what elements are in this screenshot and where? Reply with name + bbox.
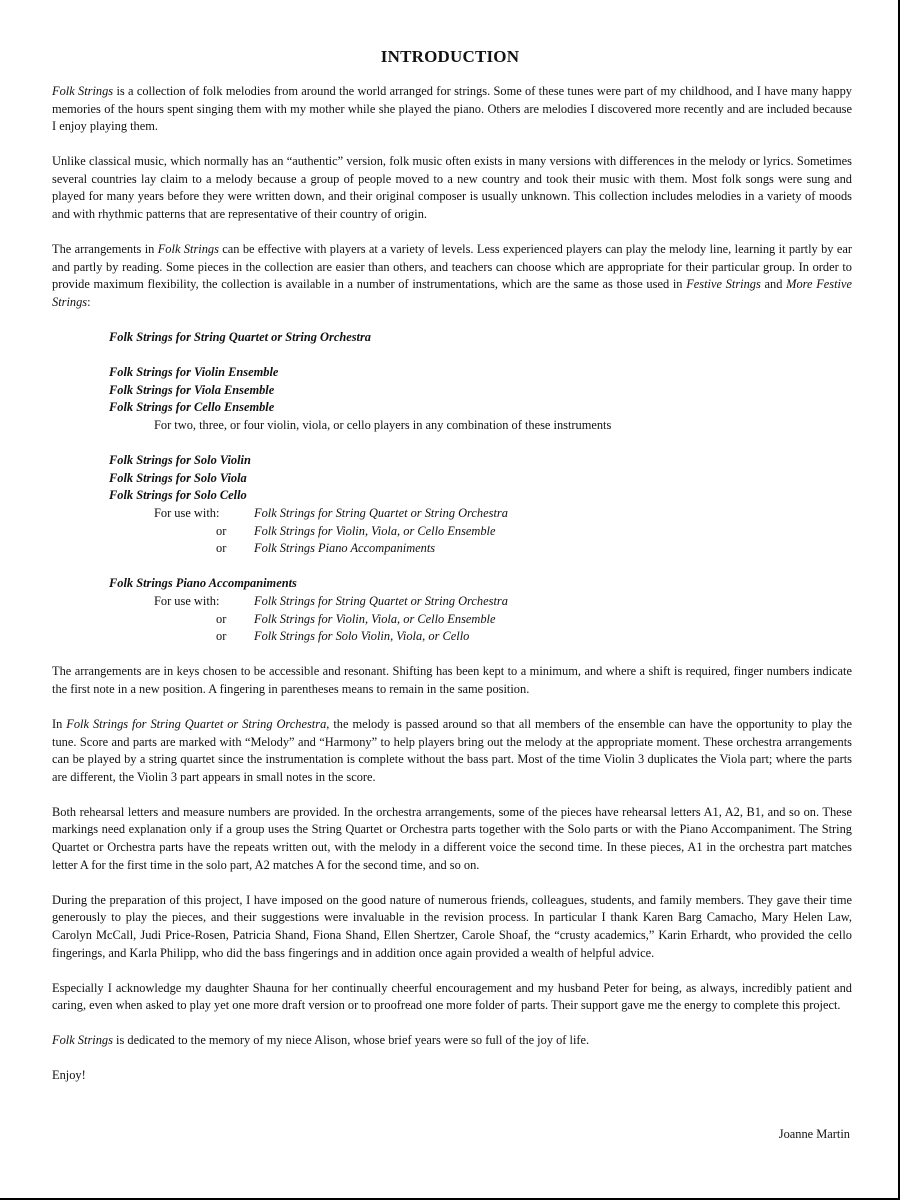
paragraph-text: the melody is passed around so that all members of the ensemble can have the opportunity to play the tune. Score and parts are marked with “Melody” and “Harmony” to help players bring out the melody at the appropriate moment. These orchestra arrangements can be played by a string quartet since the instrumentation is complete without the bass part. Most of the time Violin 3 duplicates the Viola part; where the parts are different, the Violin 3 part appears in small notes in the score. <box>52 717 853 784</box>
edition-group-quartet <box>109 329 852 347</box>
usage-edition: Folk Strings for Violin, Viola, or Cello Ensemble <box>254 611 496 626</box>
paragraph-text: The arrangements in <box>52 242 158 257</box>
paragraph-text: is a collection of folk melodies from around the world arranged for strings. Some of these tunes were part of my childhood, and I have many happy memories of the hours spent singing them with my mother while she played the piano. Others are melodies I discovered more recently and are included because I enjoy playing them. <box>52 84 853 134</box>
paragraph-thanks: During the preparation of this project, I have imposed on the good nature of numerous friends, colleagues, students, and family members. They gave their time generously to play the pieces, and their suggestions were invaluable in the revision process. In particular I thank Karen Barg Camacho, Mary Helen Law, Carolyn McCall, Judi Price-Rosen, Patricia Shand, Fiona Shand, Ellen Shertzer, Carole Shoaf, the “crusty academics,” Karin Erhardt, who provided the cello fingerings, and Karla Philipp, who did the bass fingerings and in addition once again provided a wealth of helpful advice. <box>52 892 852 960</box>
document-body <box>52 83 852 1085</box>
usage-edition: Folk Strings for Solo Violin, Viola, or Cello <box>254 629 470 644</box>
edition-title: Folk Strings Piano Accompaniments <box>109 576 297 591</box>
edition-title: Folk Strings for Cello Ensemble <box>109 400 275 415</box>
book-title: Festive Strings <box>686 277 761 292</box>
paragraph-quartet <box>52 716 852 786</box>
usage-row <box>109 628 852 646</box>
page-title: INTRODUCTION <box>380 47 520 66</box>
usage-edition: Folk Strings for String Quartet or String Orchestra <box>254 505 508 520</box>
usage-row <box>109 505 852 523</box>
author-signature: Joanne Martin <box>778 1127 850 1141</box>
edition-title: Folk Strings for Solo Violin <box>109 453 251 468</box>
edition-group-piano <box>109 575 852 645</box>
book-title: Folk Strings for String Quartet or String Orchestra, <box>66 717 330 731</box>
paragraph-dedication <box>52 1032 852 1050</box>
usage-edition: Folk Strings for Violin, Viola, or Cello Ensemble <box>254 523 496 538</box>
paragraph-text: : <box>87 294 91 309</box>
editions-list <box>52 329 852 646</box>
paragraph-intro <box>52 83 852 136</box>
paragraph-family: Especially I acknowledge my daughter Shauna for her continually cheerful encouragement and my husband Peter for being, as always, incredibly patient and caring, even when asked to play yet one more draft version or to proofread one more folder of parts. Their support gave me the energy to complete this project. <box>52 980 852 1013</box>
paragraph-arrangements <box>52 241 852 311</box>
usage-label: or <box>216 629 227 644</box>
edition-title: Folk Strings for String Quartet or String Orchestra <box>109 330 372 345</box>
paragraph-folk-versions: Unlike classical music, which normally has an “authentic” version, folk music often exists in many versions with differences in the melody or lyrics. Sometimes several countries lay claim to a melody because a group of people moved to a new country and took their music with them. Most folk songs were sung and played for many years before they were written down, and their original composer is usually unknown. This collection includes melodies in a variety of moods and with rhythmic patterns that are representative of their country of origin. <box>52 154 852 222</box>
usage-row <box>109 611 852 629</box>
book-title: Folk Strings <box>52 84 114 98</box>
usage-label: For use with: <box>154 593 220 608</box>
usage-row <box>109 540 852 558</box>
edition-description: For two, three, or four violin, viola, or cello players in any combination of these instruments <box>154 418 612 432</box>
paragraph-text: In <box>52 717 67 731</box>
usage-row <box>109 523 852 541</box>
paragraph-rehearsal: Both rehearsal letters and measure numbers are provided. In the orchestra arrangements, some of the pieces have rehearsal letters A1, A2, B1, and so on. These markings need explanation only if a group uses the String Quartet or Orchestra parts together with the Solo parts or with the Piano Accompaniment. The String Quartet or Orchestra parts have the repeats written out, with the melody in a different voice the second time. In these pieces, A1 in the orchestra part matches letter A for the first time in the solo part, A2 matches A for the second time, and so on. <box>52 804 852 872</box>
edition-title: Folk Strings for Viola Ensemble <box>109 382 275 397</box>
paragraph-text: is dedicated to the memory of my niece Alison, whose brief years were so full of the joy of life. <box>112 1033 590 1048</box>
edition-title: Folk Strings for Solo Cello <box>109 488 247 503</box>
usage-label: or <box>216 541 227 556</box>
paragraph-text: can be effective with players at a variety of levels. Less experienced players can play the melody line, learning it partly by ear and partly by reading. Some pieces in the collection are easier than others, and teachers can choose which are appropriate for their particular group. In order to provide maximum flexibility, the collection is available in a number of instrumentations, which are the same as those used in <box>52 242 852 292</box>
paragraph-text: and <box>760 277 787 292</box>
usage-edition: Folk Strings for String Quartet or String Orchestra <box>254 593 508 608</box>
book-title: Folk Strings <box>157 242 219 257</box>
edition-group-ensembles <box>109 364 852 434</box>
usage-label: or <box>216 523 227 538</box>
closing-line: Enjoy! <box>52 1068 86 1083</box>
book-title: More Festive Strings <box>52 277 852 309</box>
book-title: Folk Strings <box>52 1033 113 1048</box>
edition-group-solos <box>109 452 852 558</box>
usage-label: or <box>216 611 227 626</box>
usage-label: For use with: <box>154 505 220 520</box>
edition-title: Folk Strings for Solo Viola <box>109 470 247 485</box>
edition-title: Folk Strings for Violin Ensemble <box>109 365 279 380</box>
paragraph-keys: The arrangements are in keys chosen to be accessible and resonant. Shifting has been kept to a minimum, and where a shift is required, finger numbers indicate the first note in a new position. A fingering in parentheses means to remain in the same position. <box>52 664 852 696</box>
usage-row <box>109 593 852 611</box>
usage-edition: Folk Strings Piano Accompaniments <box>254 541 436 556</box>
